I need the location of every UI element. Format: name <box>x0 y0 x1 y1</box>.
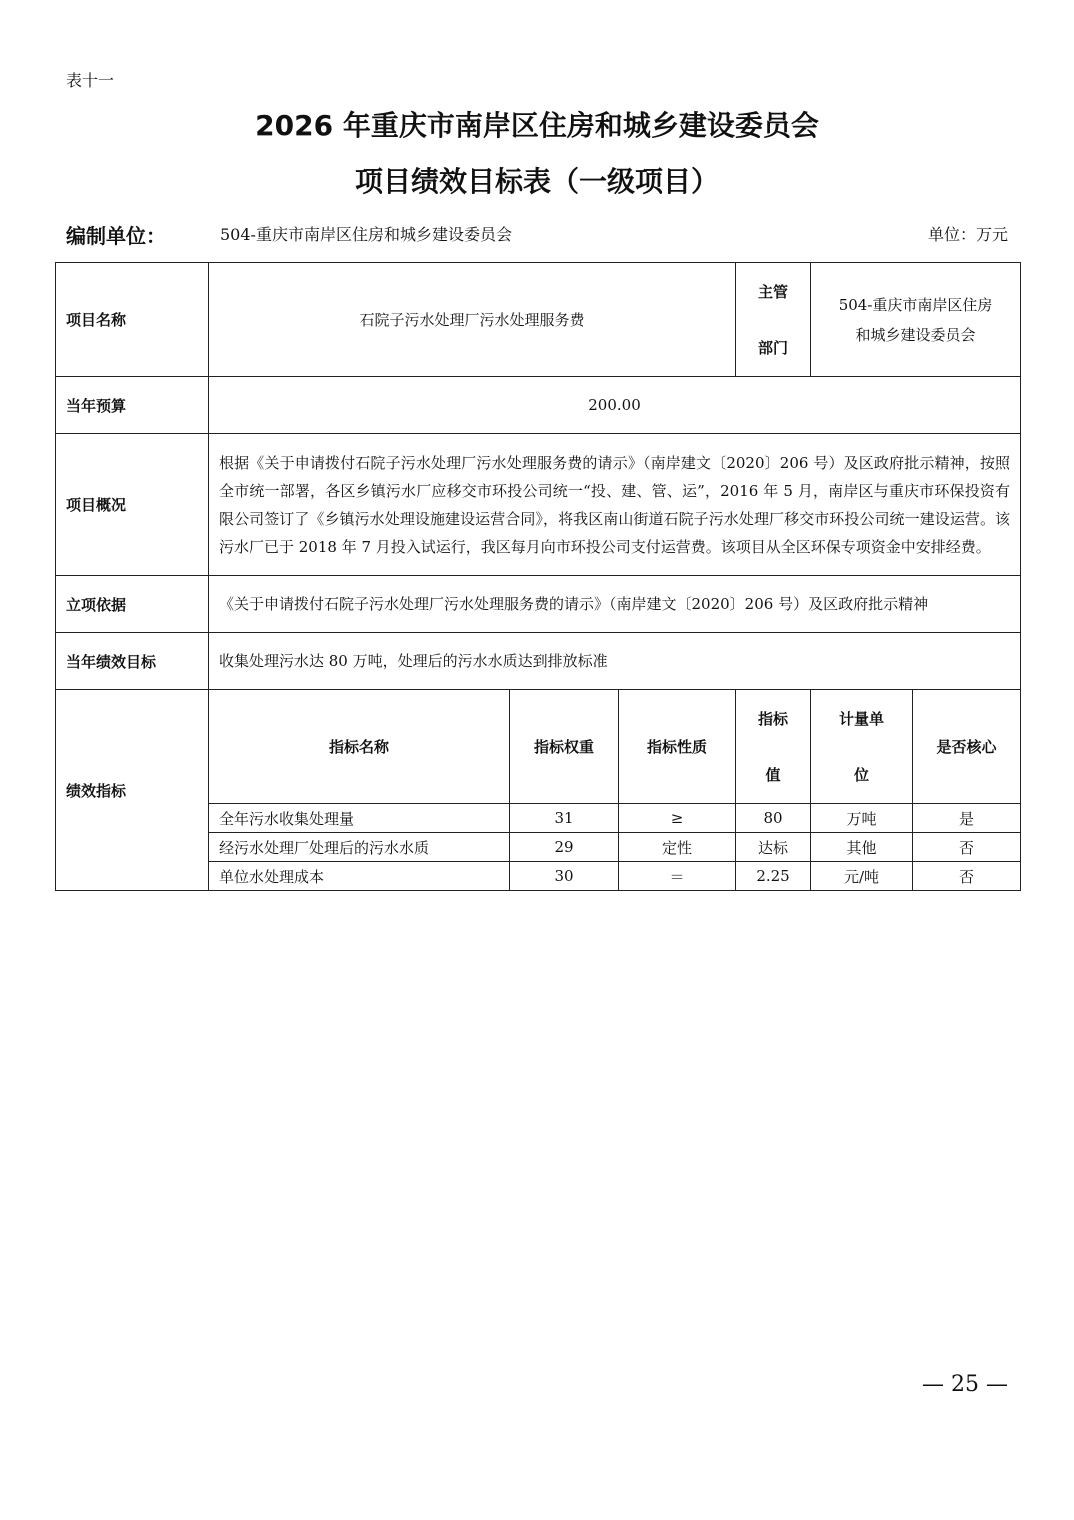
indicator-weight: 30 <box>510 862 619 891</box>
overview-label: 项目概况 <box>56 434 209 576</box>
basis-text: 《关于申请拨付石院子污水处理厂污水处理服务费的请示》（南岸建文〔2020〕206 号）及区政府批示精神 <box>209 576 1021 633</box>
indicator-weight: 29 <box>510 833 619 862</box>
indicator-core: 否 <box>913 833 1021 862</box>
indicator-name: 全年污水收集处理量 <box>209 804 510 833</box>
org-value: 504-重庆市南岸区住房和城乡建设委员会 <box>220 225 512 244</box>
basis-label: 立项依据 <box>56 576 209 633</box>
indicator-header-weight: 指标权重 <box>510 690 619 804</box>
dept-label <box>736 263 811 377</box>
document-title-line1: 2026 年重庆市南岸区住房和城乡建设委员会 <box>255 109 819 142</box>
indicator-unit: 万吨 <box>811 804 913 833</box>
indicator-nature: ＝ <box>619 862 736 891</box>
indicators-label: 绩效指标 <box>56 690 209 891</box>
goal-label: 当年绩效目标 <box>56 633 209 690</box>
basis-row <box>56 576 1021 633</box>
indicator-unit: 其他 <box>811 833 913 862</box>
indicator-header-value <box>736 690 811 804</box>
unit-label: 单位：万元 <box>927 225 1008 244</box>
indicator-value: 80 <box>736 804 811 833</box>
indicator-name: 单位水处理成本 <box>209 862 510 891</box>
table-number: 表十一 <box>66 71 115 90</box>
dept-label-line1: 主管 <box>758 282 789 301</box>
org-label: 编制单位： <box>66 224 166 248</box>
indicator-header-nature: 指标性质 <box>619 690 736 804</box>
dept-value-line2: 和城乡建设委员会 <box>855 325 976 344</box>
budget-value: 200.00 <box>209 377 1021 434</box>
indicator-header-core: 是否核心 <box>913 690 1021 804</box>
indicator-header-unit <box>811 690 913 804</box>
indicator-core: 是 <box>913 804 1021 833</box>
indicator-value: 2.25 <box>736 862 811 891</box>
indicator-nature: 定性 <box>619 833 736 862</box>
indicator-header-row <box>56 690 1021 804</box>
indicator-nature: ≥ <box>619 804 736 833</box>
indicator-core: 否 <box>913 862 1021 891</box>
dept-value <box>811 263 1021 377</box>
indicator-unit: 元/吨 <box>811 862 913 891</box>
indicator-header-unit-line2: 位 <box>854 765 870 784</box>
indicator-name: 经污水处理厂处理后的污水水质 <box>209 833 510 862</box>
overview-text: 根据《关于申请拨付石院子污水处理厂污水处理服务费的请示》（南岸建文〔2020〕206 号）及区政府批示精神，按照全市统一部署，各区乡镇污水厂应移交市环投公司统一“投、建、管、运”，2016 年 5 月，南岸区与重庆市环保投资有限公司签订了《乡镇污水处理设施建设运营合同》，将我区南山街道石院子污水处理厂移交市环投公司统一建设运营。该污水厂已于 2018 年 7 月投入试运行，我区每月向市环投公司支付运营费。该项目从全区环保专项资金中安排经费。 <box>209 434 1021 576</box>
indicator-header-value-line2: 值 <box>765 765 781 784</box>
indicator-header-value-line1: 指标 <box>758 709 789 728</box>
performance-table <box>55 262 1021 891</box>
indicator-value: 达标 <box>736 833 811 862</box>
page-number: — 25 — <box>922 1372 1008 1397</box>
document-title-line2: 项目绩效目标表（一级项目） <box>354 165 719 198</box>
goal-text: 收集处理污水达 80 万吨，处理后的污水水质达到排放标准 <box>209 633 1021 690</box>
goal-row <box>56 633 1021 690</box>
indicator-header-name: 指标名称 <box>209 690 510 804</box>
dept-value-line1: 504-重庆市南岸区住房 <box>838 295 993 314</box>
dept-label-line2: 部门 <box>758 338 789 357</box>
budget-row <box>56 377 1021 434</box>
budget-label: 当年预算 <box>56 377 209 434</box>
project-name-value: 石院子污水处理厂污水处理服务费 <box>209 263 736 377</box>
overview-row <box>56 434 1021 576</box>
project-name-label: 项目名称 <box>56 263 209 377</box>
project-name-row <box>56 263 1021 377</box>
indicator-header-unit-line1: 计量单 <box>839 709 885 728</box>
indicator-weight: 31 <box>510 804 619 833</box>
